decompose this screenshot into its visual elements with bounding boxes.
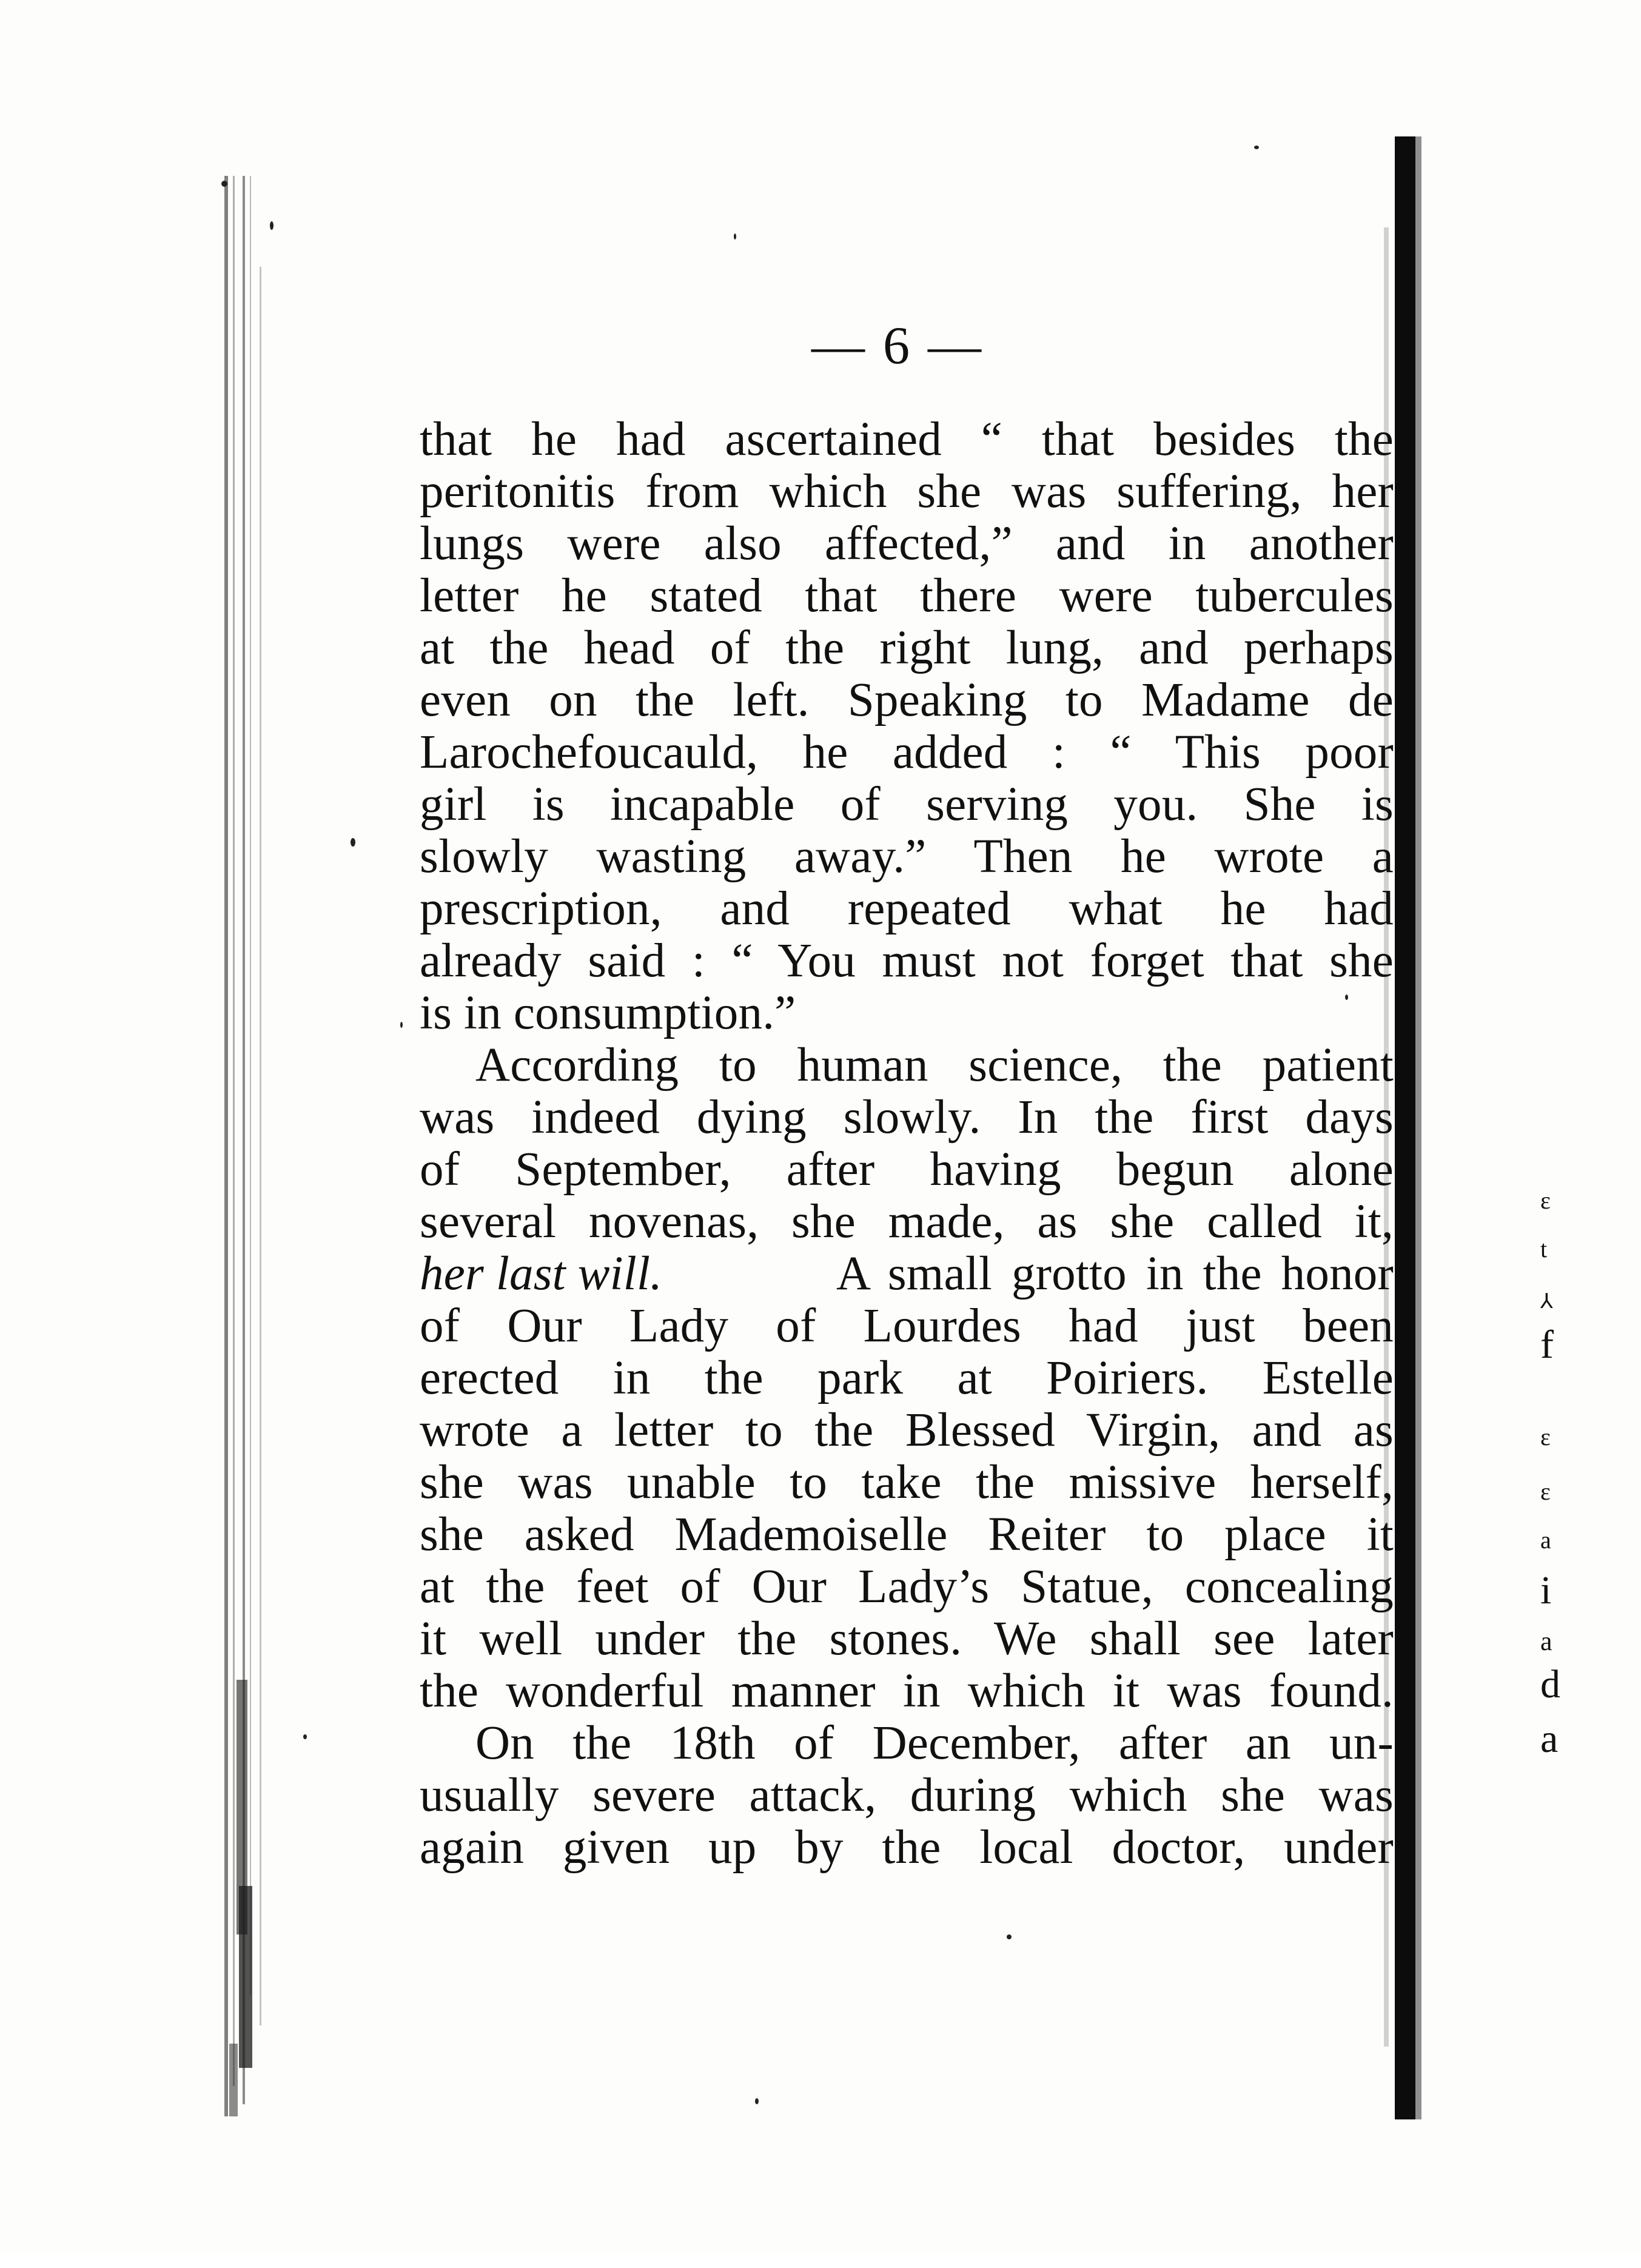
fragment-char: a [1540, 1717, 1559, 1761]
text-line: she asked Mademoiselle Reiter to place it [420, 1508, 1394, 1561]
fragment-char: ε [1540, 1478, 1551, 1505]
text-line: was indeed dying slowly. In the first days [420, 1091, 1394, 1144]
fragment-char: ⅄ [1540, 1290, 1553, 1313]
text-line: even on the left. Speaking to Madame de [420, 674, 1394, 726]
fragment-char: i [1540, 1568, 1552, 1612]
text-line: prescription, and repeated what he had [420, 882, 1394, 935]
text-line: slowly wasting away.” Then he wrote a [420, 830, 1394, 883]
text-line: it well under the stones. We shall see later [420, 1612, 1394, 1665]
text-line: that he had ascertained “ that besides the [420, 413, 1394, 466]
text-line: letter he stated that there were tubercules [420, 569, 1394, 622]
text-line: peritonitis from which she was suffering, her [420, 465, 1394, 518]
fragment-char: f [1540, 1323, 1554, 1367]
text-line-remainder: A small grotto in the honor [836, 1247, 1394, 1300]
text-line: On the 18th of December, after an un- [475, 1717, 1394, 1770]
body-text [420, 414, 1394, 1874]
right-binding-bar [1395, 136, 1498, 2119]
text-line: several novenas, she made, as she called it, [420, 1195, 1394, 1248]
text-line: usually severe attack, during which she was [420, 1769, 1394, 1822]
text-line: again given up by the local doctor, under [420, 1821, 1394, 1874]
text-line: already said : “ You must not forget that she [420, 934, 1394, 987]
text-line: at the feet of Our Lady’s Statue, concealing [420, 1560, 1394, 1613]
adjacent-page-fragments [1540, 1176, 1613, 2268]
fragment-char: a [1540, 1526, 1551, 1554]
text-line: of Our Lady of Lourdes had just been [420, 1300, 1394, 1352]
text-line: of September, after having begun alone [420, 1143, 1394, 1196]
page-number: — 6 — [811, 317, 984, 375]
text-line: the wonderful manner in which it was found. [420, 1665, 1394, 1717]
text-line: girl is incapable of serving you. She is [420, 778, 1394, 831]
text-line: she was unable to take the missive herself, [420, 1456, 1394, 1509]
text-line: is in consumption.” [420, 987, 796, 1039]
text-line-italic-split [420, 1248, 1394, 1300]
fragment-char: t [1540, 1235, 1548, 1263]
text-line: Larochefoucauld, he added : “ This poor [420, 726, 1394, 779]
text-line: at the head of the right lung, and perhaps [420, 622, 1394, 674]
fragment-char: d [1540, 1662, 1560, 1706]
text-line: lungs were also affected,” and in another [420, 517, 1394, 570]
left-binding-edge [212, 176, 303, 2116]
fragment-char: ε [1540, 1187, 1551, 1214]
text-line: According to human science, the patient [475, 1039, 1394, 1092]
fragment-char: ε [1540, 1423, 1551, 1451]
italic-phrase: her last will. [420, 1247, 663, 1300]
text-line: wrote a letter to the Blessed Virgin, and as [420, 1404, 1394, 1457]
fragment-char: a [1540, 1626, 1552, 1656]
text-line: erected in the park at Poiriers. Estelle [420, 1352, 1394, 1404]
